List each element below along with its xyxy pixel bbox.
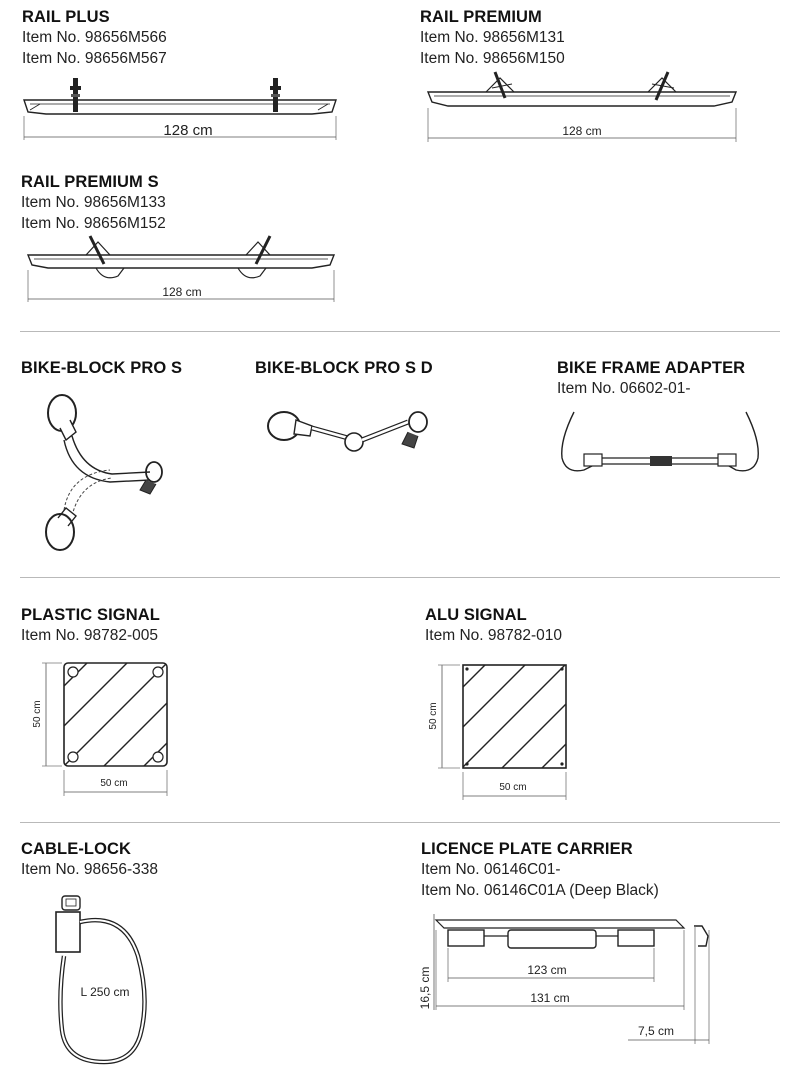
height-label: 16,5 cm [418,966,432,1010]
section-title: BIKE FRAME ADAPTER [557,359,746,377]
length-label: 128 cm [562,124,602,138]
item-number: Item No. 06146C01- [421,861,561,878]
item-number: Item No. 98656M150 [420,50,565,67]
section-title: RAIL PREMIUM [420,8,542,26]
length-label: 128 cm [163,122,213,139]
width-label: 50 cm [499,782,527,793]
item-number: Item No. 98782-010 [425,627,563,644]
item-number: Item No. 98782-005 [21,627,159,644]
section-title: LICENCE PLATE CARRIER [421,840,633,858]
section-title: BIKE-BLOCK PRO S D [255,359,433,377]
section-title: BIKE-BLOCK PRO S [21,359,183,377]
item-number: Item No. 98656M566 [22,29,167,46]
depth-label: 7,5 cm [637,1024,675,1038]
height-label: 50 cm [32,700,43,728]
item-number: Item No. 06146C01A (Deep Black) [421,882,659,899]
section-title: ALU SIGNAL [425,606,527,624]
section-title: RAIL PREMIUM S [21,173,159,191]
item-number: Item No. 98656M567 [22,50,167,67]
height-label: 50 cm [428,702,439,730]
section-title: PLASTIC SIGNAL [21,606,160,624]
item-number: Item No. 98656M131 [420,29,565,46]
item-number: Item No. 98656-338 [21,861,159,878]
section-title: RAIL PLUS [22,8,110,26]
outer-width-label: 131 cm [530,991,570,1005]
section-title: CABLE-LOCK [21,840,132,858]
item-number: Item No. 98656M133 [21,194,166,211]
length-label: L 250 cm [80,985,130,999]
inner-width-label: 123 cm [527,963,567,977]
length-label: 128 cm [162,285,202,299]
width-label: 50 cm [100,778,128,789]
item-number: Item No. 98656M152 [21,215,166,232]
item-number: Item No. 06602-01- [557,380,691,397]
